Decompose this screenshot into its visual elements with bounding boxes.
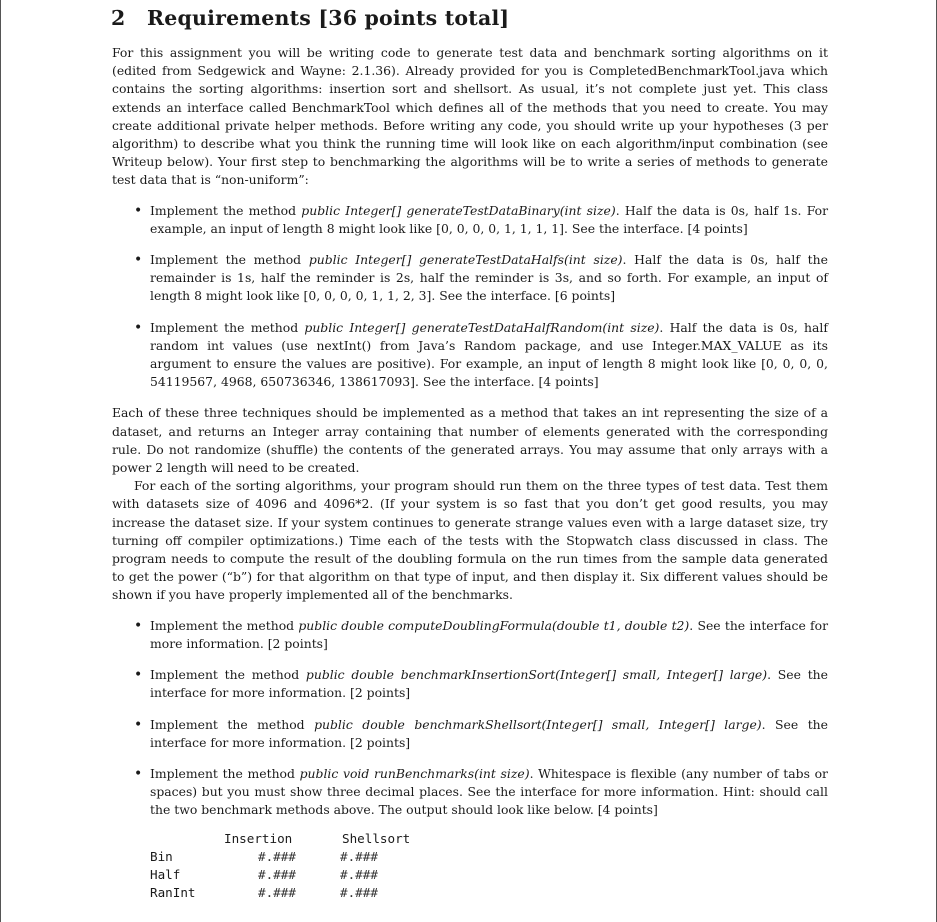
table-cell: #.###: [340, 866, 378, 882]
list-item: • Implement the method public void runBenchmarks(int size). Whitespace is flexible (any number of tabs or spaces) but you must show three decimal places. See the interface for more information. Hint: should call the two benchmark methods above. The output should look like below. [4 points]: [112, 765, 828, 820]
column-header-shellsort: Shellsort: [342, 830, 411, 846]
section-heading: [111, 6, 828, 30]
page-border-left: [0, 0, 1, 922]
document-page: [112, 6, 828, 907]
list-item: • Implement the method public Integer[] generateTestDataHalfs(int size). Half the data is 0s, half the remainder is 1s, half the reminder is 2s, half the reminder is 3s, and so forth. For example, an input of length 8 might look like [0, 0, 0, 0, 1, 1, 2, 3]. See the interface. [6 points]: [112, 251, 828, 306]
method-signature: public Integer[] generateTestDataHalfRandom(int size): [304, 319, 660, 335]
list-item: • Implement the method public double benchmarkShellsort(Integer[] small, Integer[] large). See the interface for more information. [2 points]: [112, 716, 828, 752]
method-signature: public double computeDoublingFormula(double t1, double t2): [298, 617, 690, 633]
row-label: Bin: [150, 848, 173, 864]
techniques-paragraph: Each of these three techniques should be implemented as a method that takes an int representing the size of a dataset, and returns an Integer array containing that number of elements generated with the corresponding rule. Do not randomize (shuffle) the contents of the generated arrays. You may assume that only arrays with a power 2 length will need to be created.: [112, 405, 828, 476]
row-label: Half: [150, 866, 181, 882]
method-signature: public Integer[] generateTestDataBinary(int size): [301, 202, 616, 218]
method-signature: public double benchmarkShellsort(Integer[] small, Integer[] large): [314, 716, 762, 732]
table-cell: #.###: [340, 848, 378, 864]
section-number: 2: [111, 6, 126, 30]
method-signature: public Integer[] generateTestDataHalfs(int size): [308, 252, 623, 268]
list-item: • Implement the method public double benchmarkInsertionSort(Integer[] small, Integer[] large). See the interface for more information. [2 points]: [112, 666, 828, 702]
section-title: Requirements [36 points total]: [147, 6, 510, 30]
benchmark-paragraph: For each of the sorting algorithms, your program should run them on the three types of test data. Test them with datasets size of 4096 and 4096*2. (If your system is so fast that you don’t get good results, you may increase the dataset size. If your system continues to generate strange values even with a large dataset size, try turning off compiler optimizations.) Time each of the tests with the Stopwatch class discussed in class. The program needs to compute the result of the doubling formula on the run times from the sample data generated to get the power (“b”) for that algorithm on that type of input, and then display it. Six different values should be shown if you have properly implemented all of the benchmarks.: [112, 478, 828, 603]
table-cell: #.###: [258, 866, 296, 882]
column-header-insertion: Insertion: [224, 830, 293, 846]
row-label: RanInt: [150, 884, 196, 900]
method-signature: public void runBenchmarks(int size): [299, 765, 530, 781]
list-item: • Implement the method public Integer[] generateTestDataHalfRandom(int size). Half the data is 0s, half random int values (use nextInt() from Java’s Random package, and use Integer.MAX_VALUE as its argument to ensure the values are positive). For example, an input of length 8 might look like [0, 0, 0, 0, 54119567, 4968, 650736346, 138617093]. See the interface. [4 points]: [112, 319, 828, 392]
table-cell: #.###: [340, 884, 378, 900]
method-signature: public double benchmarkInsertionSort(Integer[] small, Integer[] large): [305, 667, 768, 683]
data-generation-list: [112, 202, 828, 392]
benchmark-methods-list: [112, 617, 828, 820]
table-cell: #.###: [258, 884, 296, 900]
list-item: • Implement the method public Integer[] generateTestDataBinary(int size). Half the data is 0s, half 1s. For example, an input of length 8 might look like [0, 0, 0, 0, 1, 1, 1, 1]. See the interface. [4 points]: [112, 202, 828, 238]
table-cell: #.###: [258, 848, 296, 864]
list-item: • Implement the method public double computeDoublingFormula(double t1, double t2). See the interface for more information. [2 points]: [112, 617, 828, 653]
sample-output-table: [112, 831, 828, 907]
intro-paragraph: For this assignment you will be writing code to generate test data and benchmark sorting algorithms on it (edited from Sedgewick and Wayne: 2.1.36). Already provided for you is CompletedBenchmarkTool.java which contains the sorting algorithms: insertion sort and shellsort. As usual, it’s not complete just yet. This class extends an interface called BenchmarkTool which defines all of the methods that you need to create. You may create additional private helper methods. Before writing any code, you should write up your hypotheses (3 per algorithm) to describe what you think the running time will look like on each algorithm/input combination (see Writeup below). Your first step to benchmarking the algorithms will be to write a series of methods to generate test data that is “non-uniform”:: [112, 45, 828, 188]
